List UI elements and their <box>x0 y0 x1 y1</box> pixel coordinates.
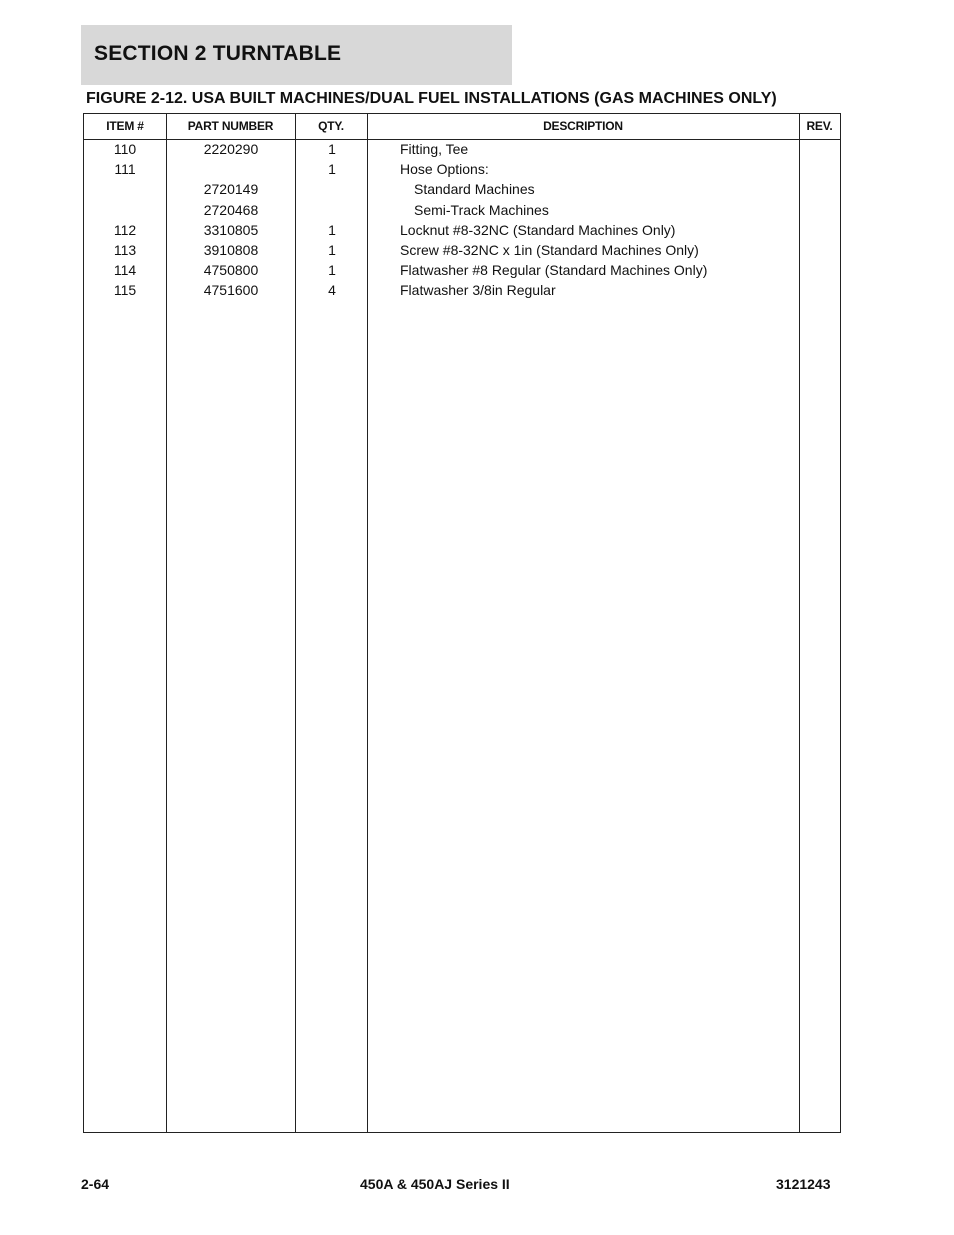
qty-cell: 1 <box>328 262 336 279</box>
description-cell: Screw #8-32NC x 1in (Standard Machines Only) <box>400 242 699 258</box>
section-title: SECTION 2 TURNTABLE <box>94 42 342 65</box>
table-row <box>84 139 840 159</box>
document-number: 3121243 <box>776 1176 831 1192</box>
description-cell: Semi-Track Machines <box>414 201 549 218</box>
part-number-cell: 4750800 <box>203 262 259 279</box>
part-number-cell: 3910808 <box>203 242 259 258</box>
part-number-cell: 2720468 <box>203 201 259 218</box>
model-name: 450A & 450AJ Series II <box>360 1176 510 1192</box>
item-cell: 111 <box>114 161 136 178</box>
part-number-cell: 3310805 <box>203 221 259 238</box>
item-cell: 112 <box>113 221 137 238</box>
parts-table <box>83 113 841 1133</box>
qty-cell: 1 <box>328 221 336 238</box>
header-part-number: PART NUMBER <box>187 119 274 133</box>
description-cell: Standard Machines <box>414 181 535 198</box>
part-number-cell: 2220290 <box>203 141 259 157</box>
table-row <box>84 220 840 240</box>
description-cell: Locknut #8-32NC (Standard Machines Only) <box>400 221 676 238</box>
table-row <box>84 260 840 280</box>
item-cell: 113 <box>113 242 137 258</box>
qty-cell: 1 <box>328 161 336 178</box>
description-cell: Flatwasher #8 Regular (Standard Machines Only) <box>400 262 708 279</box>
description-cell: Hose Options: <box>400 161 489 178</box>
table-row <box>84 280 840 300</box>
table-row <box>84 159 840 179</box>
item-cell: 115 <box>113 282 137 299</box>
section-banner <box>81 25 512 85</box>
figure-title: FIGURE 2-12. USA BUILT MACHINES/DUAL FUEL INSTALLATIONS (GAS MACHINES ONLY) <box>86 90 777 107</box>
qty-cell: 1 <box>328 141 336 157</box>
table-row <box>84 240 840 260</box>
table-row <box>84 179 840 199</box>
description-cell: Flatwasher 3/8in Regular <box>400 282 556 299</box>
header-description: DESCRIPTION <box>543 119 623 133</box>
item-cell: 110 <box>113 141 137 157</box>
header-item: ITEM # <box>106 119 144 133</box>
qty-cell: 1 <box>328 242 336 258</box>
description-cell: Fitting, Tee <box>400 141 469 157</box>
table-row <box>84 200 840 220</box>
header-qty: QTY. <box>318 119 344 133</box>
part-number-cell: 4751600 <box>203 282 259 299</box>
header-rev: REV. <box>806 119 833 133</box>
item-cell: 114 <box>113 262 137 279</box>
qty-cell: 4 <box>328 282 336 299</box>
page-number: 2-64 <box>81 1176 110 1192</box>
part-number-cell: 2720149 <box>203 181 259 198</box>
